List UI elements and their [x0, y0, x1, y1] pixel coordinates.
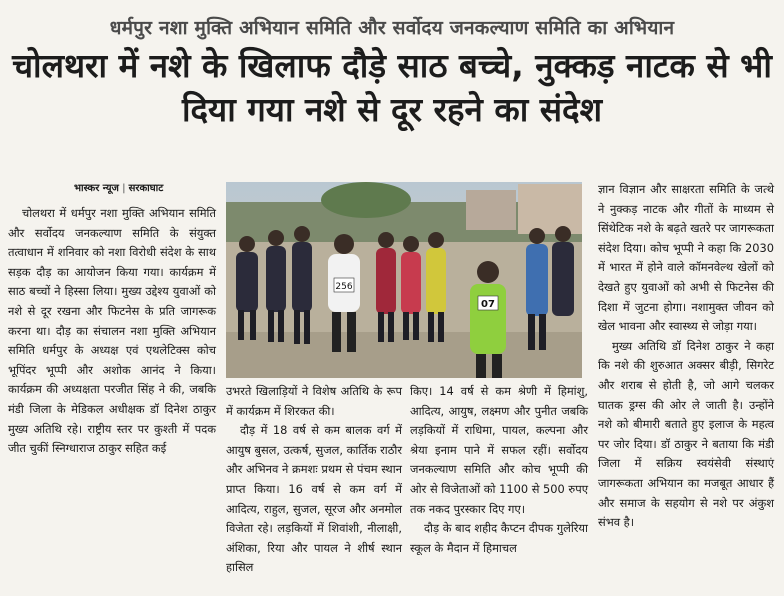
article-column-3: [410, 382, 588, 558]
photo-runners-image: [226, 182, 582, 378]
news-photo: [226, 182, 582, 378]
dateline-place: सरकाघाट: [128, 183, 164, 194]
paragraph: ज्ञान विज्ञान और साक्षरता समिति के जत्थे ने नुक्कड़ नाटक और गीतों के माध्यम से सिंथेटिक नशे के बढ़ते खतरे पर जागरूकता संदेश दिया। कोच भूप्पी ने कहा कि 2030 में भारत में होने वाले कॉमनवेल्थ खेलों को देखते हुए युवाओं को अभी से फिटनेस की दिशा में जुटना होगा। नशामुक्त जीवन को खेल भावना और स्वास्थ्य से जोड़ा गया।: [598, 182, 774, 334]
article-column-4: [598, 180, 774, 533]
paragraph: मुख्य अतिथि डॉ दिनेश ठाकुर ने कहा कि नशे की शुरुआत अक्सर बीड़ी, सिगरेट और शराब से होती है, जो आगे चलकर घातक ड्रग्स की ओर ले जाती है। उन्होंने नशे को बीमारी बताते हुए इलाज के महत्व पर जोर दिया। डॉ ठाकुर ने बताया कि मंडी जिला में सक्रिय स्वयंसेवी संस्थाएं जागरूकता अभियान का मजबूत आधार हैं और समाज के सहयोग से नशे पर अंकुश संभव है।: [598, 338, 774, 530]
bib-number-left: 256: [335, 282, 353, 292]
paragraph: दौड़ में 18 वर्ष से कम बालक वर्ग में आयुष बुसल, उत्कर्ष, सुजल, कार्तिक राठौर और अभिनव ने क्रमशः प्रथम से पंचम स्थान प्राप्त किया। 16 वर्ष से कम वर्ग में आदित्य, राहुल, सुजल, सूरज और अनमोल विजेता रहे। लड़कियों में शिवांशी, नीलाक्षी, अंशिका, रिया और पायल ने शीर्ष स्थान हासिल: [226, 423, 402, 575]
article-headline: चोलथरा में नशे के खिलाफ दौड़े साठ बच्चे, नुक्कड़ नाटक से भी दिया गया नशे से दूर रहने का संदेश: [12, 46, 772, 129]
paragraph: चोलथरा में धर्मपुर नशा मुक्ति अभियान समिति और सर्वोदय जनकल्याण समिति के संयुक्त तत्वाधान में शनिवार को नशा विरोधी संदेश के साथ सड़क दौड़ का आयोजन किया गया। कार्यक्रम में साठ बच्चों ने हिस्सा लिया। मुख्य उद्देश्य युवाओं को नशे से दूर रखना और फिटनेस के प्रति जागरूक करना था। दौड़ का संचालन नशा मुक्ति अभियान समिति धर्मपुर के अध्यक्ष एवं एथलेटिक्स कोच भूपिंदर भूप्पी और अशोक आनंद ने किया। कार्यक्रम की अध्यक्षता परजीत सिंह ने की, जबकि मंडी जिला के मेडिकल अधीक्षक डॉ दिनेश ठाकुर मुख्य अतिथि रहे। राष्ट्रीय स्तर पर कुश्ती में पदक जीत चुकीं स्निग्धाराज ठाकुर सहित कई: [8, 206, 216, 456]
paragraph: दौड़ के बाद शहीद कैप्टन दीपक गुलेरिया स्कूल के मैदान में हिमाचल: [410, 521, 588, 555]
paragraph: उभरते खिलाड़ियों ने विशेष अतिथि के रूप में कार्यक्रम में शिरकत की।: [226, 384, 402, 418]
article-column-1: [8, 204, 216, 459]
dateline: [74, 180, 163, 194]
bib-number-center: 07: [481, 299, 495, 310]
article-column-2: [226, 382, 402, 578]
paragraph: किए। 14 वर्ष से कम श्रेणी में हिमांशु, आदित्य, आयुष, लक्ष्मण और पुनीत जबकि लड़कियों में राधिमा, पायल, कल्पना और श्रेया इनाम पाने में सफल रहीं। सर्वोदय जनकल्याण समिति और कोच भूप्पी की ओर से विजेताओं को 1100 से 500 रुपए तक नकद पुरस्कार दिए गए।: [410, 384, 588, 516]
dateline-separator: |: [121, 183, 126, 194]
article-kicker: धर्मपुर नशा मुक्ति अभियान समिति और सर्वोदय जनकल्याण समिति का अभियान: [109, 17, 675, 39]
news-source: भास्कर न्यूज: [74, 183, 119, 194]
